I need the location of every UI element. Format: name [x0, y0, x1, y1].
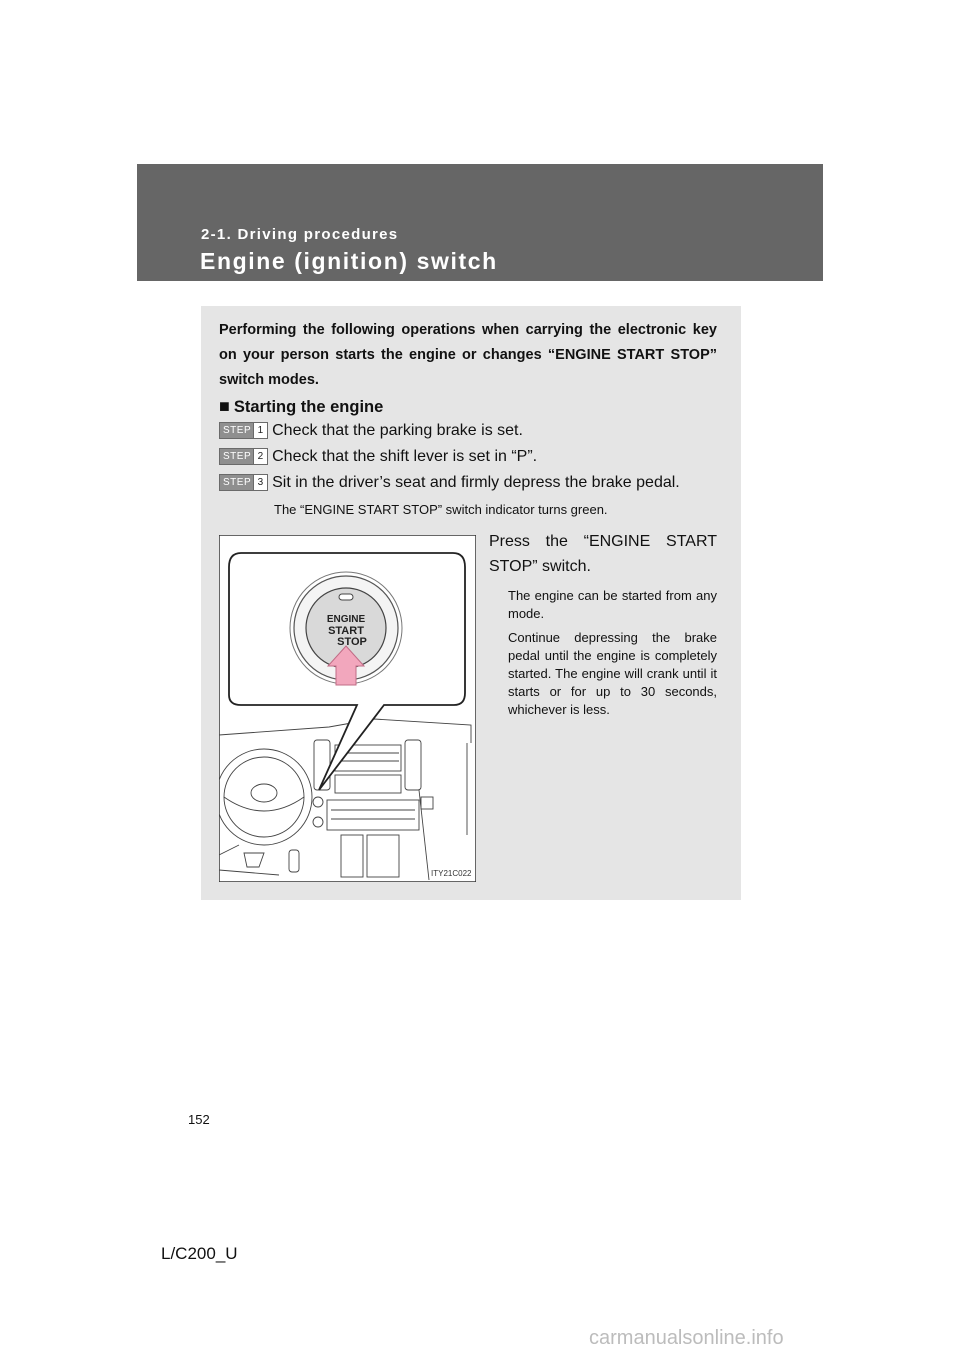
step-4-note-2: Continue depressing the brake pedal until the engine is completely started. The engine will crank until it starts or for up to 30 seconds, whichever is less. [508, 630, 717, 717]
step-badge: STEP 2 [219, 448, 268, 465]
subheading-text: Starting the engine [233, 398, 384, 416]
button-label-start: START [328, 625, 364, 637]
step-text: Check that the parking brake is set. [272, 422, 523, 439]
button-label-engine: ENGINE [326, 614, 366, 625]
page-number: 152 [188, 1112, 210, 1127]
step-badge: STEP 3 [219, 474, 268, 491]
section-label: 2-1. Driving procedures [201, 226, 399, 243]
button-label-stop: STOP [337, 636, 367, 648]
step-4-note-1: The engine can be started from any mode. [508, 588, 717, 621]
step-text: Check that the shift lever is set in “P”. [272, 448, 538, 465]
step-4-text: Press the “ENGINE START STOP” switch. [489, 533, 717, 575]
step-1 [219, 422, 523, 440]
intro-text: Performing the following operations when carrying the electronic key on your person starts the engine or changes “ENGINE START STOP” switch modes. [219, 322, 717, 388]
watermark: carmanualsonline.info [589, 1327, 784, 1349]
dashboard-illustration [219, 535, 476, 882]
subheading [219, 396, 383, 417]
step-2 [219, 448, 537, 466]
step-3 [219, 474, 680, 492]
square-bullet-icon: ■ [219, 396, 230, 416]
step-3-note: The “ENGINE START STOP” switch indicator turns green. [274, 502, 608, 517]
page-title: Engine (ignition) switch [200, 248, 498, 274]
step-text: Sit in the driver’s seat and firmly depress the brake pedal. [272, 474, 680, 491]
illustration-code: ITY21C022 [431, 869, 472, 878]
step-badge: STEP 1 [219, 422, 268, 439]
document-code: L/C200_U [161, 1244, 238, 1263]
dashboard-illustration-svg [219, 535, 476, 882]
